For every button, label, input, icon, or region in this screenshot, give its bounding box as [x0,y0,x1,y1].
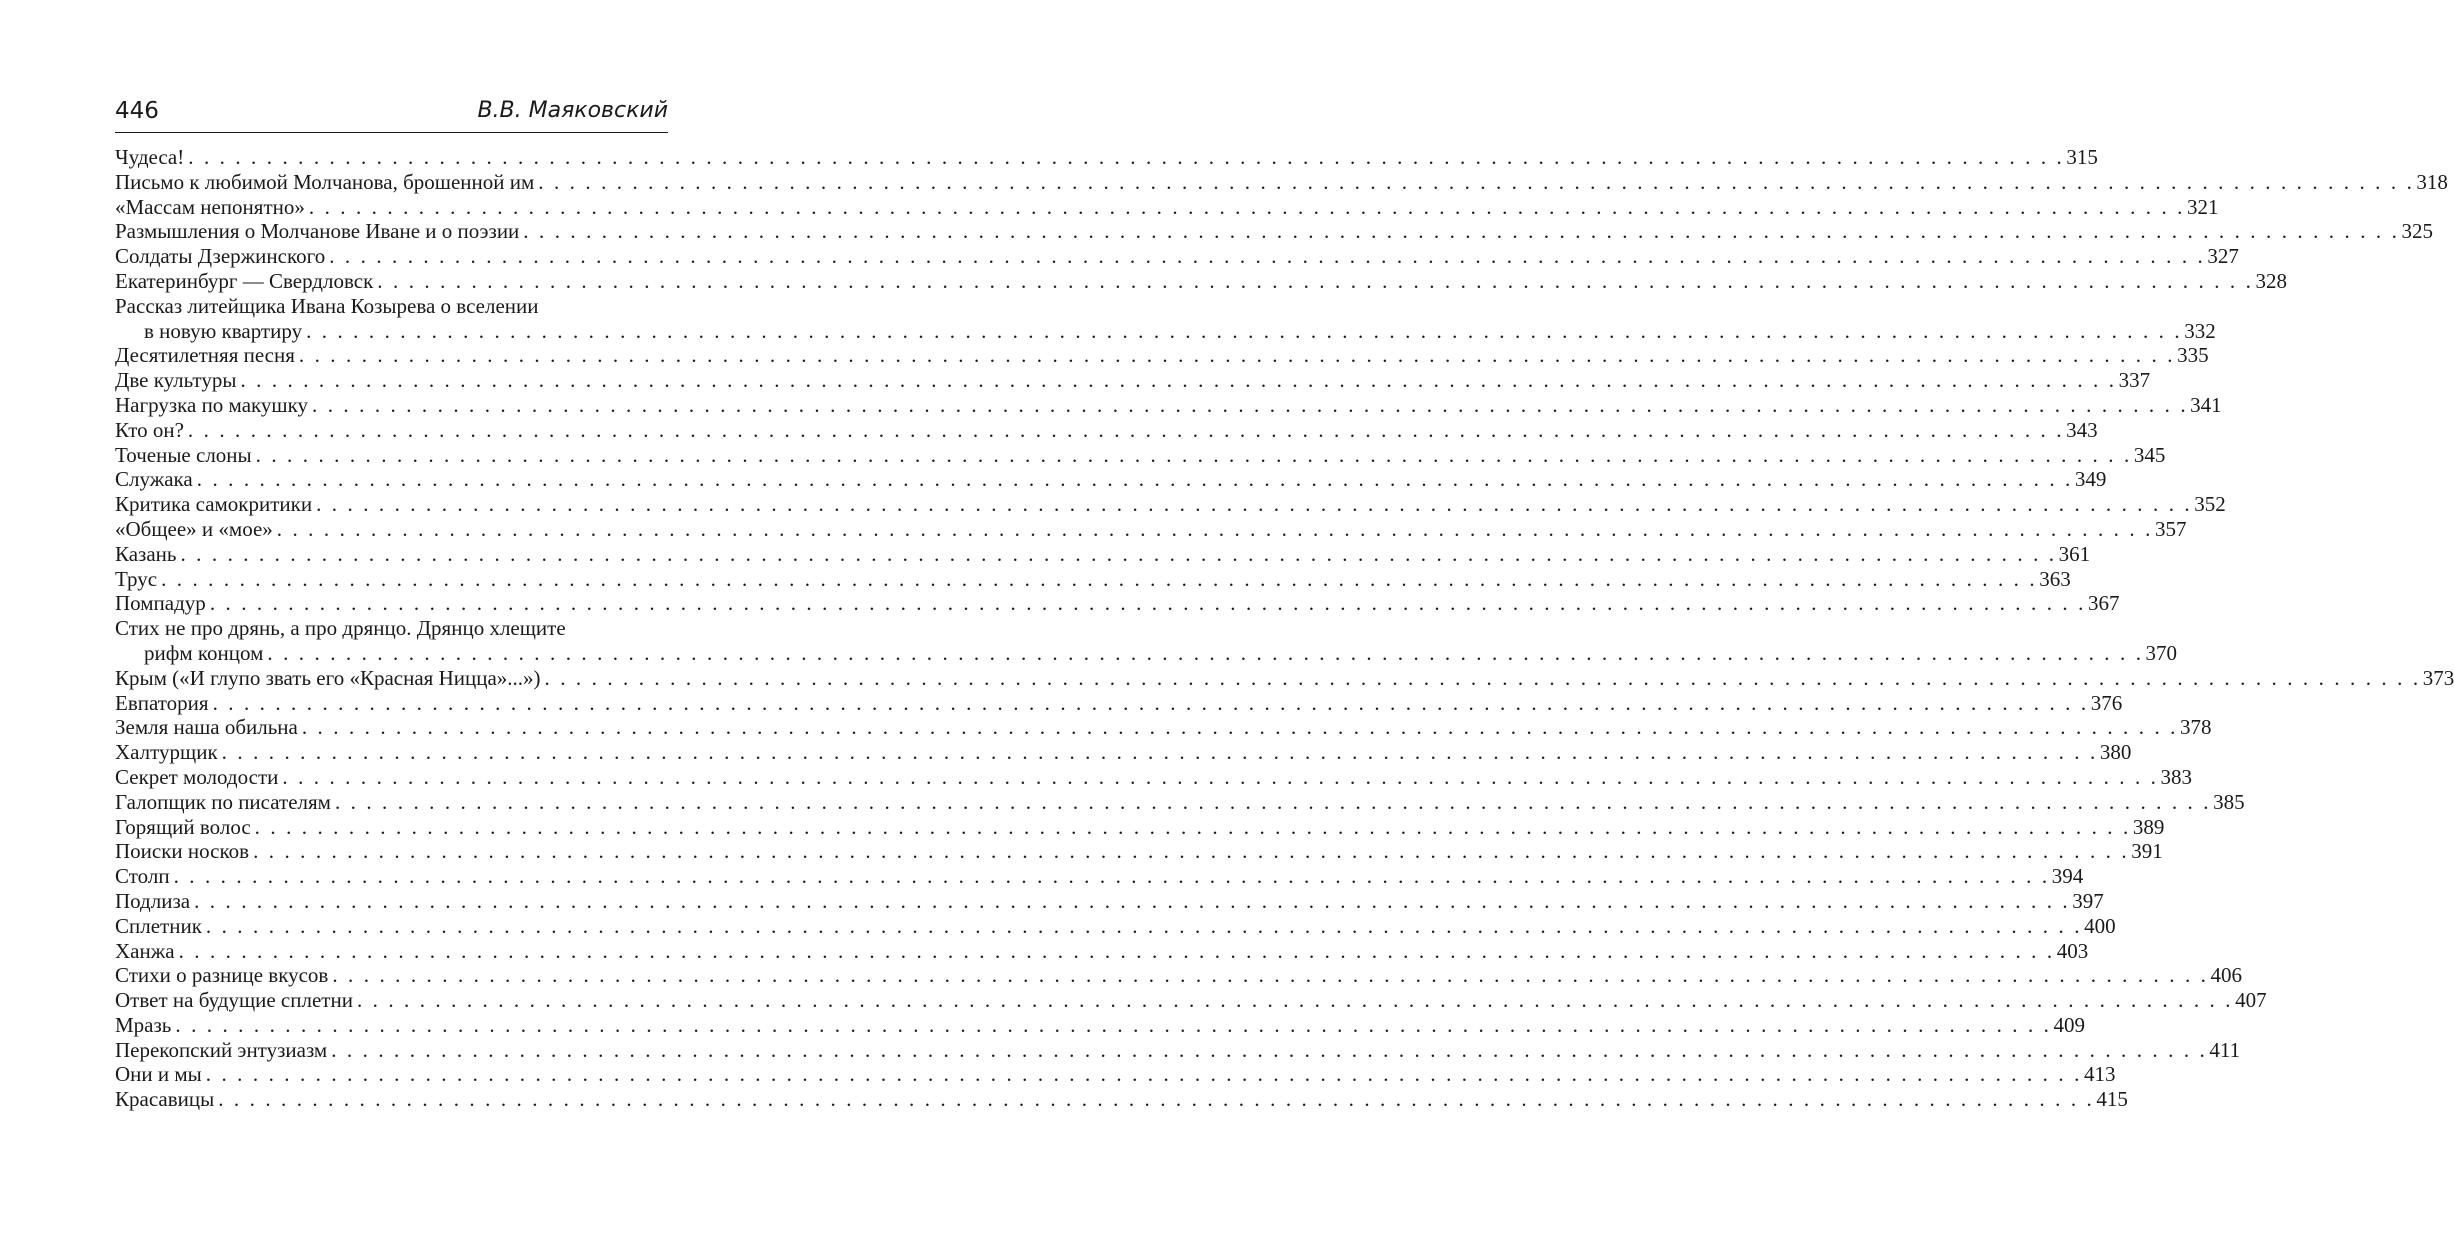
toc-entry [115,665,2454,691]
dot-leader: . . . . . . . . . . . . . . . . . . . . . . . . . . . . . . . . . . . . . . . . . . . . . . . . . . . . . . . . . . . . . . . . . . . . . . . . . . . . . . . . . . . . . . . . . . . . . . . . . . . . . . . . . . . . . . . . . . . . . . . . [301,715,2179,740]
dot-leader: . . . . . . . . . . . . . . . . . . . . . . . . . . . . . . . . . . . . . . . . . . . . . . . . . . . . . . . . . . . . . . . . . . . . . . . . . . . . . . . . . . . . . . . . . . . . . . . . . . . . . . . . . . . . . . . . . . . . . . . . [538,169,2415,194]
toc-entry [115,145,2098,170]
toc-entry-title: в новую квартиру [144,318,303,343]
toc-entry [115,392,2222,418]
dot-leader: . . . . . . . . . . . . . . . . . . . . . . . . . . . . . . . . . . . . . . . . . . . . . . . . . . . . . . . . . . . . . . . . . . . . . . . . . . . . . . . . . . . . . . . . . . . . . . . . . . . . . . . . . . . . . . . . . . . . . . . . [306,318,2183,343]
toc-entry-page: 378 [2180,715,2212,740]
toc-entry [115,1087,2128,1112]
toc-entry-title: Подлиза [115,888,191,913]
toc-entry [115,566,2071,592]
toc-entry-page: 406 [2210,963,2242,988]
toc-entry-page: 415 [2096,1087,2128,1112]
toc-entry-title: Евпатория [115,690,209,715]
toc-entry [115,591,2120,616]
toc-entry-page: 380 [2099,740,2132,765]
dot-leader: . . . . . . . . . . . . . . . . . . . . . . . . . . . . . . . . . . . . . . . . . . . . . . . . . . . . . . . . . . . . . . . . . . . . . . . . . . . . . . . . . . . . . . . . . . . . . . . . . . . . . . . . . . . . . . . . . . . . . . . . [316,492,2193,517]
toc-entry-page: 345 [2133,442,2166,467]
toc-entry-title: Стихи о разнице вкусов [115,963,329,988]
toc-entry [115,1037,2241,1063]
toc-entry [115,368,2151,393]
toc-entry-page: 400 [2084,913,2116,938]
dot-leader: . . . . . . . . . . . . . . . . . . . . . . . . . . . . . . . . . . . . . . . . . . . . . . . . . . . . . . . . . . . . . . . . . . . . . . . . . . . . . . . . . . . . . . . . . . . . . . . . . . . . . . . . . . . . . . . . . . . . . . . . [253,839,2130,864]
toc-entry [115,492,2226,517]
dot-leader: . . . . . . . . . . . . . . . . . . . . . . . . . . . . . . . . . . . . . . . . . . . . . . . . . . . . . . . . . . . . . . . . . . . . . . . . . . . . . . . . . . . . . . . . . . . . . . . . . . . . . . . . . . . . . . . . . . . . . . . . [180,541,2057,566]
toc-entry-title: Точеные слоны [115,442,252,467]
dot-leader: . . . . . . . . . . . . . . . . . . . . . . . . . . . . . . . . . . . . . . . . . . . . . . . . . . . . . . . . . . . . . . . . . . . . . . . . . . . . . . . . . . . . . . . . . . . . . . . . . . . . . . . . . . . . . . . . . . . . . . . . [221,740,2098,765]
toc-entry-title: Казань [115,541,177,566]
toc-entry-title: Размышления о Молчанове Иване и о поэзии [115,219,520,244]
header-rule [115,132,668,133]
toc-entry [115,219,2433,244]
toc-entry [115,938,2089,964]
toc-entry [115,690,2123,716]
toc-entry [115,789,2245,815]
toc-entry-title: Две культуры [115,368,237,393]
toc-entry-title: Перекопский энтузиазм [115,1037,328,1062]
toc-entry-title: Поиски носков [115,839,250,864]
toc-entry-title: Ответ на будущие сплетни [115,988,353,1013]
dot-leader: . . . . . . . . . . . . . . . . . . . . . . . . . . . . . . . . . . . . . . . . . . . . . . . . . . . . . . . . . . . . . . . . . . . . . . . . . . . . . . . . . . . . . . . . . . . . . . . . . . . . . . . . . . . . . . . . . . . . . . . . [282,764,2159,789]
toc-entry [115,839,2163,864]
toc-entry-page: 394 [2051,864,2084,889]
toc-entry-title: Письмо к любимой Молчанова, брошенной им [115,169,535,194]
toc-entry [115,988,2267,1013]
toc-entry-page: 391 [2131,839,2163,864]
dot-leader: . . . . . . . . . . . . . . . . . . . . . . . . . . . . . . . . . . . . . . . . . . . . . . . . . . . . . . . . . . . . . . . . . . . . . . . . . . . . . . . . . . . . . . . . . . . . . . . . . . . . . . . . . . . . . . . . . . . . . . . . [175,1012,2052,1037]
toc-entry-title: Мразь [115,1012,172,1037]
toc-entry-title: Халтурщик [115,740,218,765]
dot-leader: . . . . . . . . . . . . . . . . . . . . . . . . . . . . . . . . . . . . . . . . . . . . . . . . . . . . . . . . . . . . . . . . . . . . . . . . . . . . . . . . . . . . . . . . . . . . . . . . . . . . . . . . . . . . . . . . . . . . . . . . [187,417,2065,442]
toc-entry-page: 337 [2118,368,2151,393]
toc-entry-page: 332 [2184,318,2216,343]
dot-leader: . . . . . . . . . . . . . . . . . . . . . . . . . . . . . . . . . . . . . . . . . . . . . . . . . . . . . . . . . . . . . . . . . . . . . . . . . . . . . . . . . . . . . . . . . . . . . . . . . . . . . . . . . . . . . . . . . . . . . . . . [209,591,2086,616]
dot-leader: . . . . . . . . . . . . . . . . . . . . . . . . . . . . . . . . . . . . . . . . . . . . . . . . . . . . . . . . . . . . . . . . . . . . . . . . . . . . . . . . . . . . . . . . . . . . . . . . . . . . . . . . . . . . . . . . . . . . . . . . [356,988,2234,1013]
table-of-contents [115,145,2454,1112]
toc-entry-title: Столп [115,864,170,889]
toc-entry-title: Земля наша обильна [115,715,298,740]
toc-entry [115,268,2287,294]
running-title: В.В. Маяковский [477,98,668,123]
dot-leader: . . . . . . . . . . . . . . . . . . . . . . . . . . . . . . . . . . . . . . . . . . . . . . . . . . . . . . . . . . . . . . . . . . . . . . . . . . . . . . . . . . . . . . . . . . . . . . . . . . . . . . . . . . . . . . . . . . . . . . . . [332,963,2209,988]
page-number: 446 [115,98,159,124]
toc-entry-title: Стих не про дрянь, а про дрянцо. Дрянцо хлещите [115,616,566,641]
toc-entry-title: Рассказ литейщика Ивана Козырева о вселении [115,293,539,318]
toc-entry-page: 411 [2209,1037,2241,1062]
toc-entry [115,516,2187,542]
dot-leader: . . . . . . . . . . . . . . . . . . . . . . . . . . . . . . . . . . . . . . . . . . . . . . . . . . . . . . . . . . . . . . . . . . . . . . . . . . . . . . . . . . . . . . . . . . . . . . . . . . . . . . . . . . . . . . . . . . . . . . . . [196,467,2073,492]
toc-entry-page: 349 [2074,467,2107,492]
toc-entry-title: «Массам непонятно» [115,194,305,219]
toc-entry [115,194,2219,220]
toc-entry-title: Галопщик по писателям [115,789,331,814]
toc-entry-page: 315 [2066,145,2098,169]
toc-entry [115,764,2193,790]
toc-entry [115,864,2084,889]
toc-entry-title: Ханжа [115,938,175,963]
toc-entry-title: Красавицы [115,1087,215,1112]
toc-entry-page: 376 [2090,690,2123,715]
toc-entry-title: Сплетник [115,913,202,938]
toc-entry-page: 370 [2145,640,2178,665]
toc-entry [115,913,2116,939]
dot-leader: . . . . . . . . . . . . . . . . . . . . . . . . . . . . . . . . . . . . . . . . . . . . . . . . . . . . . . . . . . . . . . . . . . . . . . . . . . . . . . . . . . . . . . . . . . . . . . . . . . . . . . . . . . . . . . . . . . . . . . . . [267,640,2144,665]
toc-entry [115,417,2098,443]
toc-entry-title: Секрет молодости [115,764,279,789]
toc-entry-title: Десятилетняя песня [115,343,295,368]
toc-entry [115,888,2104,914]
toc-entry [115,343,2209,368]
toc-entry-page: 373 [2422,665,2454,690]
toc-entry-title: Крым («И глупо звать его «Красная Ницца»...») [115,665,541,690]
toc-entry-page: 325 [2401,219,2433,244]
toc-entry-title: Екатеринбург — Свердловск [115,268,374,293]
toc-entry-title: Солдаты Дзержинского [115,244,326,269]
dot-leader: . . . . . . . . . . . . . . . . . . . . . . . . . . . . . . . . . . . . . . . . . . . . . . . . . . . . . . . . . . . . . . . . . . . . . . . . . . . . . . . . . . . . . . . . . . . . . . . . . . . . . . . . . . . . . . . . . . . . . . . . [544,665,2421,690]
toc-entry [115,740,2132,765]
toc-entry-title: рифм концом [144,640,264,665]
dot-leader: . . . . . . . . . . . . . . . . . . . . . . . . . . . . . . . . . . . . . . . . . . . . . . . . . . . . . . . . . . . . . . . . . . . . . . . . . . . . . . . . . . . . . . . . . . . . . . . . . . . . . . . . . . . . . . . . . . . . . . . . [312,392,2189,417]
toc-entry [115,1062,2116,1087]
dot-leader: . . . . . . . . . . . . . . . . . . . . . . . . . . . . . . . . . . . . . . . . . . . . . . . . . . . . . . . . . . . . . . . . . . . . . . . . . . . . . . . . . . . . . . . . . . . . . . . . . . . . . . . . . . . . . . . . . . . . . . . . [334,789,2212,814]
toc-entry-title: Они и мы [115,1062,202,1087]
dot-leader: . . . . . . . . . . . . . . . . . . . . . . . . . . . . . . . . . . . . . . . . . . . . . . . . . . . . . . . . . . . . . . . . . . . . . . . . . . . . . . . . . . . . . . . . . . . . . . . . . . . . . . . . . . . . . . . . . . . . . . . . [276,516,2153,541]
toc-entry [115,467,2107,492]
toc-entry [115,293,2216,344]
dot-leader: . . . . . . . . . . . . . . . . . . . . . . . . . . . . . . . . . . . . . . . . . . . . . . . . . . . . . . . . . . . . . . . . . . . . . . . . . . . . . . . . . . . . . . . . . . . . . . . . . . . . . . . . . . . . . . . . . . . . . . . . [218,1087,2095,1112]
dot-leader: . . . . . . . . . . . . . . . . . . . . . . . . . . . . . . . . . . . . . . . . . . . . . . . . . . . . . . . . . . . . . . . . . . . . . . . . . . . . . . . . . . . . . . . . . . . . . . . . . . . . . . . . . . . . . . . . . . . . . . . . [308,194,2186,219]
toc-entry-title: Нагрузка по макушку [115,392,309,417]
toc-entry-title: «Общее» и «мое» [115,516,273,541]
dot-leader: . . . . . . . . . . . . . . . . . . . . . . . . . . . . . . . . . . . . . . . . . . . . . . . . . . . . . . . . . . . . . . . . . . . . . . . . . . . . . . . . . . . . . . . . . . . . . . . . . . . . . . . . . . . . . . . . . . . . . . . . [205,1062,2082,1087]
toc-entry [115,541,2091,567]
toc-entry-page: 352 [2194,492,2226,517]
dot-leader: . . . . . . . . . . . . . . . . . . . . . . . . . . . . . . . . . . . . . . . . . . . . . . . . . . . . . . . . . . . . . . . . . . . . . . . . . . . . . . . . . . . . . . . . . . . . . . . . . . . . . . . . . . . . . . . . . . . . . . . . [523,219,2400,244]
toc-entry-page: 361 [2058,541,2091,566]
dot-leader: . . . . . . . . . . . . . . . . . . . . . . . . . . . . . . . . . . . . . . . . . . . . . . . . . . . . . . . . . . . . . . . . . . . . . . . . . . . . . . . . . . . . . . . . . . . . . . . . . . . . . . . . . . . . . . . . . . . . . . . . [212,690,2089,715]
dot-leader: . . . . . . . . . . . . . . . . . . . . . . . . . . . . . . . . . . . . . . . . . . . . . . . . . . . . . . . . . . . . . . . . . . . . . . . . . . . . . . . . . . . . . . . . . . . . . . . . . . . . . . . . . . . . . . . . . . . . . . . . [161,566,2038,591]
dot-leader: . . . . . . . . . . . . . . . . . . . . . . . . . . . . . . . . . . . . . . . . . . . . . . . . . . . . . . . . . . . . . . . . . . . . . . . . . . . . . . . . . . . . . . . . . . . . . . . . . . . . . . . . . . . . . . . . . . . . . . . . [188,145,2065,169]
toc-entry-title: Кто он? [115,417,184,442]
toc-entry-page: 321 [2187,194,2219,219]
toc-entry-page: 357 [2154,516,2187,541]
toc-entry-title: Горящий волос [115,814,251,839]
dot-leader: . . . . . . . . . . . . . . . . . . . . . . . . . . . . . . . . . . . . . . . . . . . . . . . . . . . . . . . . . . . . . . . . . . . . . . . . . . . . . . . . . . . . . . . . . . . . . . . . . . . . . . . . . . . . . . . . . . . . . . . . [194,888,2071,913]
toc-entry-page: 385 [2213,789,2245,814]
toc-entry-title: Служака [115,467,193,492]
dot-leader: . . . . . . . . . . . . . . . . . . . . . . . . . . . . . . . . . . . . . . . . . . . . . . . . . . . . . . . . . . . . . . . . . . . . . . . . . . . . . . . . . . . . . . . . . . . . . . . . . . . . . . . . . . . . . . . . . . . . . . . . [173,864,2050,889]
toc-entry-page: 409 [2053,1012,2086,1037]
toc-entry-title: Чудеса! [115,145,185,169]
dot-leader: . . . . . . . . . . . . . . . . . . . . . . . . . . . . . . . . . . . . . . . . . . . . . . . . . . . . . . . . . . . . . . . . . . . . . . . . . . . . . . . . . . . . . . . . . . . . . . . . . . . . . . . . . . . . . . . . . . . . . . . . [205,913,2083,938]
toc-entry-page: 397 [2072,888,2104,913]
toc-entry-page: 403 [2056,938,2089,963]
toc-entry [115,1012,2086,1038]
dot-leader: . . . . . . . . . . . . . . . . . . . . . . . . . . . . . . . . . . . . . . . . . . . . . . . . . . . . . . . . . . . . . . . . . . . . . . . . . . . . . . . . . . . . . . . . . . . . . . . . . . . . . . . . . . . . . . . . . . . . . . . . [254,814,2131,839]
toc-entry [115,715,2212,740]
toc-entry-page: 318 [2416,169,2448,194]
toc-entry-page: 327 [2207,244,2239,269]
toc-entry-title: Помпадур [115,591,206,616]
toc-entry-page: 328 [2255,268,2287,293]
toc-entry-title: Критика самокритики [115,492,313,517]
dot-leader: . . . . . . . . . . . . . . . . . . . . . . . . . . . . . . . . . . . . . . . . . . . . . . . . . . . . . . . . . . . . . . . . . . . . . . . . . . . . . . . . . . . . . . . . . . . . . . . . . . . . . . . . . . . . . . . . . . . . . . . . [329,244,2206,269]
dot-leader: . . . . . . . . . . . . . . . . . . . . . . . . . . . . . . . . . . . . . . . . . . . . . . . . . . . . . . . . . . . . . . . . . . . . . . . . . . . . . . . . . . . . . . . . . . . . . . . . . . . . . . . . . . . . . . . . . . . . . . . . [178,938,2055,963]
toc-entry [115,244,2239,269]
dot-leader: . . . . . . . . . . . . . . . . . . . . . . . . . . . . . . . . . . . . . . . . . . . . . . . . . . . . . . . . . . . . . . . . . . . . . . . . . . . . . . . . . . . . . . . . . . . . . . . . . . . . . . . . . . . . . . . . . . . . . . . . [377,268,2254,293]
toc-entry-page: 367 [2087,591,2120,616]
dot-leader: . . . . . . . . . . . . . . . . . . . . . . . . . . . . . . . . . . . . . . . . . . . . . . . . . . . . . . . . . . . . . . . . . . . . . . . . . . . . . . . . . . . . . . . . . . . . . . . . . . . . . . . . . . . . . . . . . . . . . . . . [298,343,2176,368]
toc-entry [115,963,2242,988]
toc-entry [115,814,2165,840]
page-header [115,96,668,132]
toc-entry-page: 413 [2083,1062,2116,1087]
toc-entry-title: Трус [115,566,158,591]
toc-entry [115,442,2166,468]
toc-entry-page: 363 [2039,566,2071,591]
toc-entry-page: 341 [2190,392,2222,417]
dot-leader: . . . . . . . . . . . . . . . . . . . . . . . . . . . . . . . . . . . . . . . . . . . . . . . . . . . . . . . . . . . . . . . . . . . . . . . . . . . . . . . . . . . . . . . . . . . . . . . . . . . . . . . . . . . . . . . . . . . . . . . . [255,442,2132,467]
toc-entry-page: 407 [2235,988,2267,1013]
dot-leader: . . . . . . . . . . . . . . . . . . . . . . . . . . . . . . . . . . . . . . . . . . . . . . . . . . . . . . . . . . . . . . . . . . . . . . . . . . . . . . . . . . . . . . . . . . . . . . . . . . . . . . . . . . . . . . . . . . . . . . . . [240,368,2117,393]
toc-entry-page: 343 [2066,417,2098,442]
toc-entry [115,616,2178,666]
dot-leader: . . . . . . . . . . . . . . . . . . . . . . . . . . . . . . . . . . . . . . . . . . . . . . . . . . . . . . . . . . . . . . . . . . . . . . . . . . . . . . . . . . . . . . . . . . . . . . . . . . . . . . . . . . . . . . . . . . . . . . . . [331,1037,2208,1062]
toc-entry-page: 389 [2132,814,2165,839]
toc-entry-page: 335 [2177,343,2209,368]
toc-entry-page: 383 [2160,764,2193,789]
toc-entry [115,169,2448,195]
